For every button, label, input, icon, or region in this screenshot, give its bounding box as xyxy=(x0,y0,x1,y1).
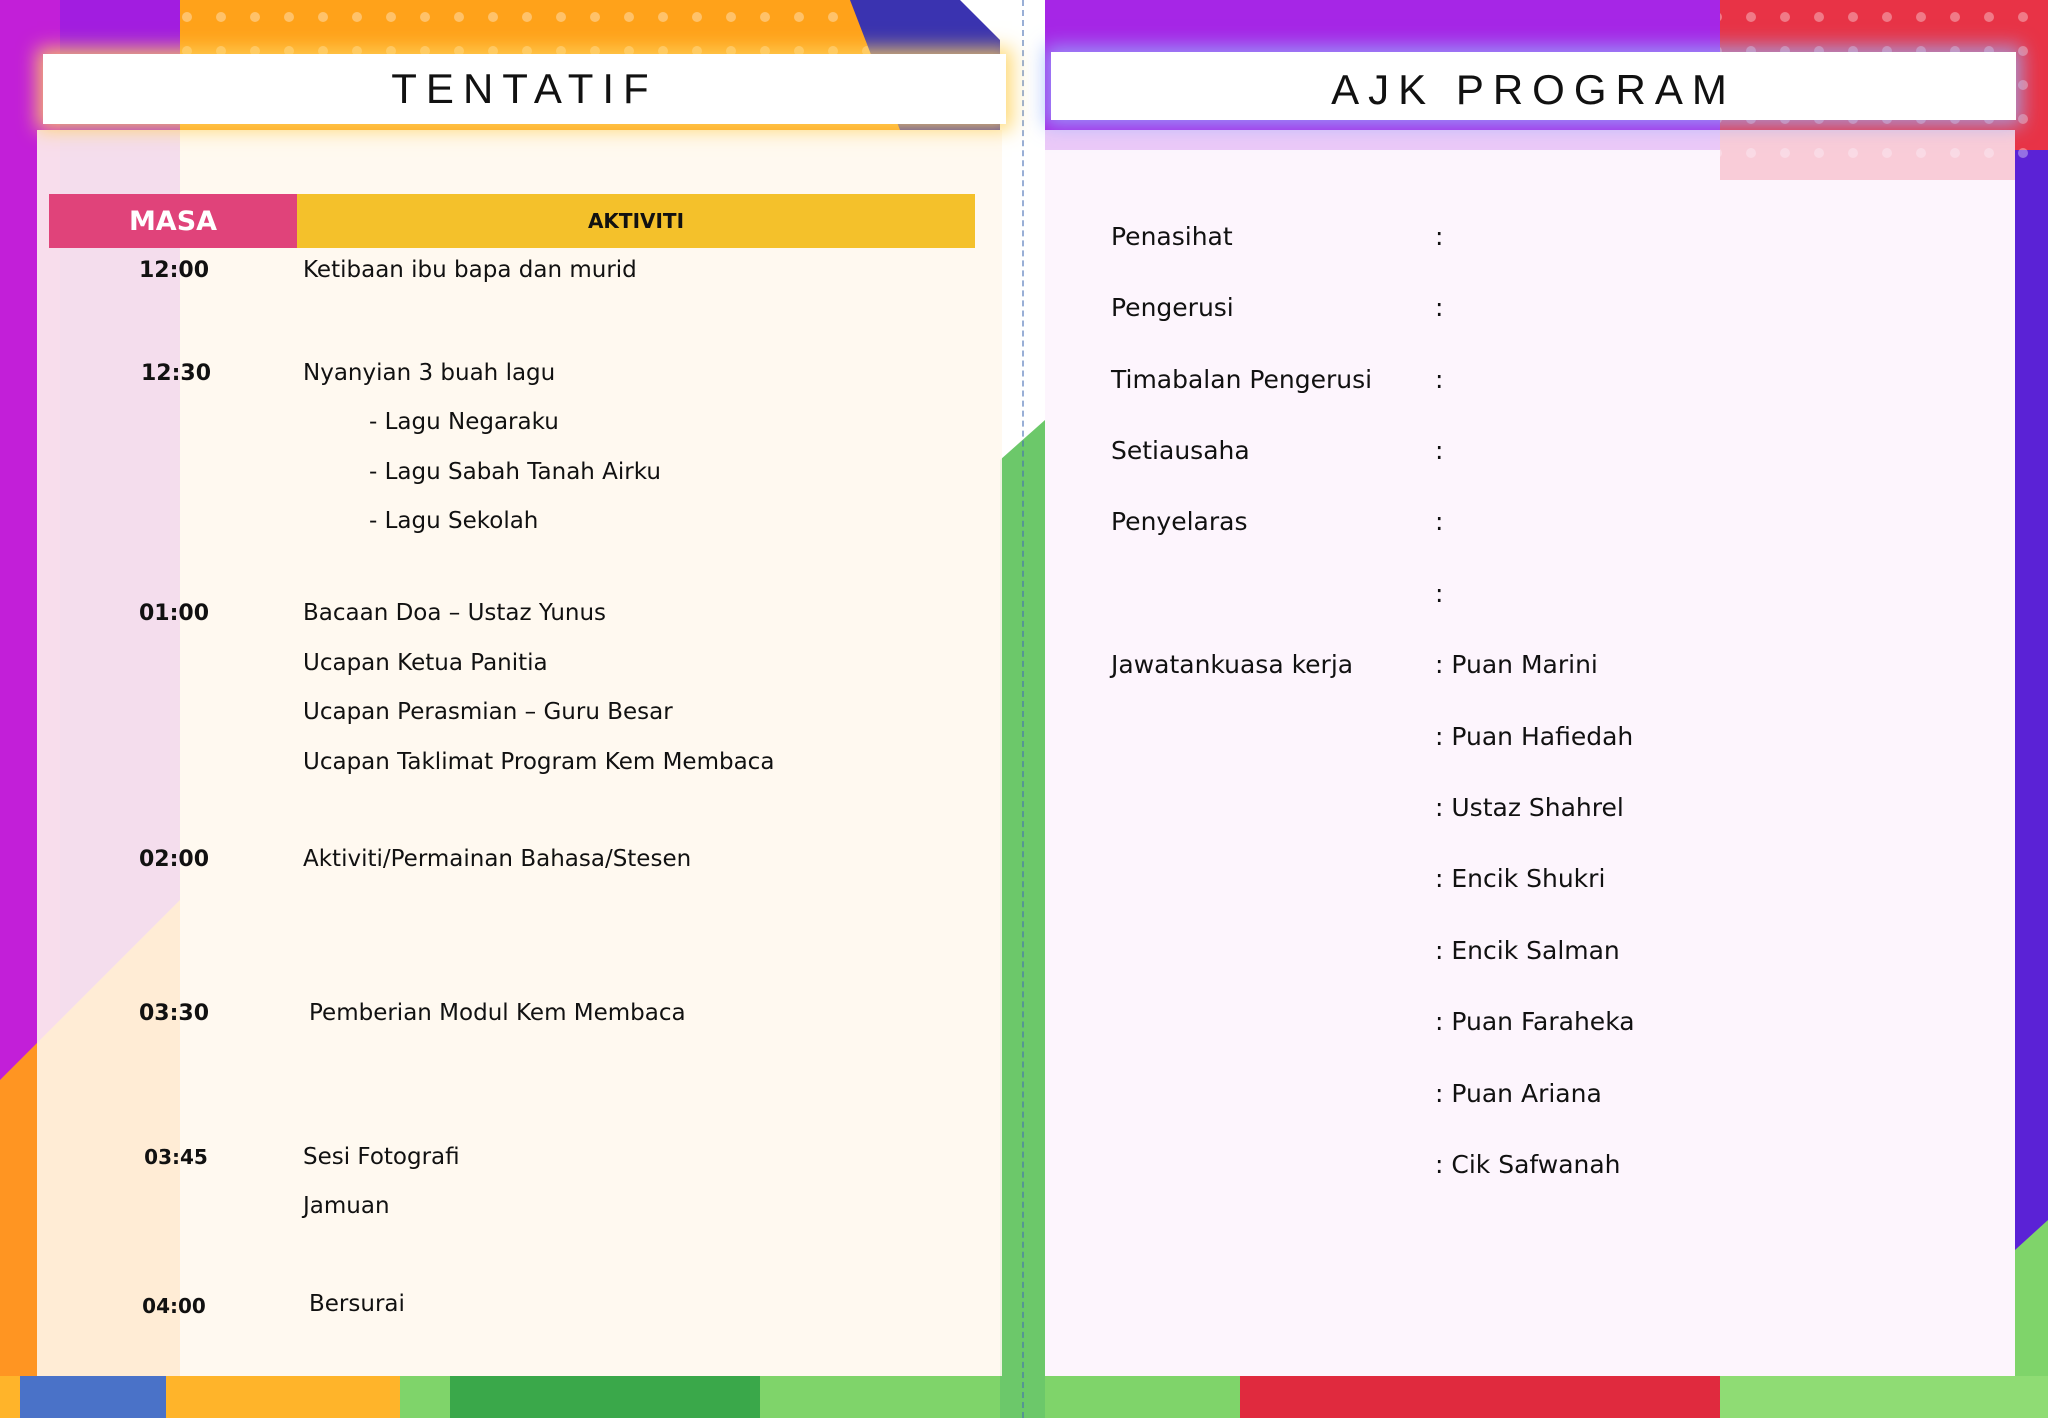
time-cell: 12:00 xyxy=(138,258,210,283)
activity-item: Jamuan xyxy=(303,1193,390,1219)
role-colon: : xyxy=(1435,222,1444,251)
activity-item: Nyanyian 3 buah lagu xyxy=(303,360,556,386)
role-colon: : xyxy=(1435,579,1444,608)
activity-item: Ucapan Ketua Panitia xyxy=(303,650,548,676)
time-cell: 01:00 xyxy=(138,601,210,626)
member-name: : Encik Salman xyxy=(1435,936,1620,965)
activity-item: Pemberian Modul Kem Membaca xyxy=(309,1000,686,1026)
activity-item: Ketibaan ibu bapa dan murid xyxy=(303,257,637,283)
member-name: : Ustaz Shahrel xyxy=(1435,793,1624,822)
time-cell: 12:30 xyxy=(140,361,212,386)
masa-header: MASA xyxy=(49,194,297,248)
member-name: : Puan Faraheka xyxy=(1435,1007,1635,1036)
role-colon: : xyxy=(1435,365,1444,394)
role-label: Timabalan Pengerusi xyxy=(1111,365,1373,394)
time-cell: 03:30 xyxy=(138,1001,210,1026)
member-name: : Puan Marini xyxy=(1435,650,1598,679)
activity-item: Bacaan Doa – Ustaz Yunus xyxy=(303,600,607,626)
activity-item: Sesi Fotografi xyxy=(303,1144,460,1170)
role-colon: : xyxy=(1435,507,1444,536)
role-label: Jawatankuasa kerja xyxy=(1111,650,1354,679)
role-label: Pengerusi xyxy=(1111,293,1234,322)
role-label: Penyelaras xyxy=(1111,507,1248,536)
activity-item: Ucapan Taklimat Program Kem Membaca xyxy=(303,749,775,775)
member-name: : Puan Ariana xyxy=(1435,1079,1602,1108)
activity-subitem: - Lagu Sabah Tanah Airku xyxy=(369,459,661,485)
time-cell: 02:00 xyxy=(138,847,210,872)
time-cell: 03:45 xyxy=(144,1145,208,1169)
activity-item: Bersurai xyxy=(309,1291,405,1317)
ajk-program-title: AJK PROGRAM xyxy=(1051,52,2016,120)
activity-subitem: - Lagu Sekolah xyxy=(369,508,539,534)
activity-item: Aktiviti/Permainan Bahasa/Stesen xyxy=(303,846,692,872)
fold-line xyxy=(1022,0,1024,1418)
role-label: Penasihat xyxy=(1111,222,1233,251)
time-cell: 04:00 xyxy=(142,1294,206,1318)
tentatif-title: TENTATIF xyxy=(43,54,1006,124)
member-name: : Puan Hafiedah xyxy=(1435,722,1634,751)
role-colon: : xyxy=(1435,293,1444,322)
role-label: Setiausaha xyxy=(1111,436,1250,465)
member-name: : Cik Safwanah xyxy=(1435,1150,1621,1179)
activity-item: Ucapan Perasmian – Guru Besar xyxy=(303,699,673,725)
member-name: : Encik Shukri xyxy=(1435,864,1606,893)
aktiviti-header: AKTIVITI xyxy=(297,194,975,248)
activity-subitem: - Lagu Negaraku xyxy=(369,409,559,435)
role-colon: : xyxy=(1435,436,1444,465)
